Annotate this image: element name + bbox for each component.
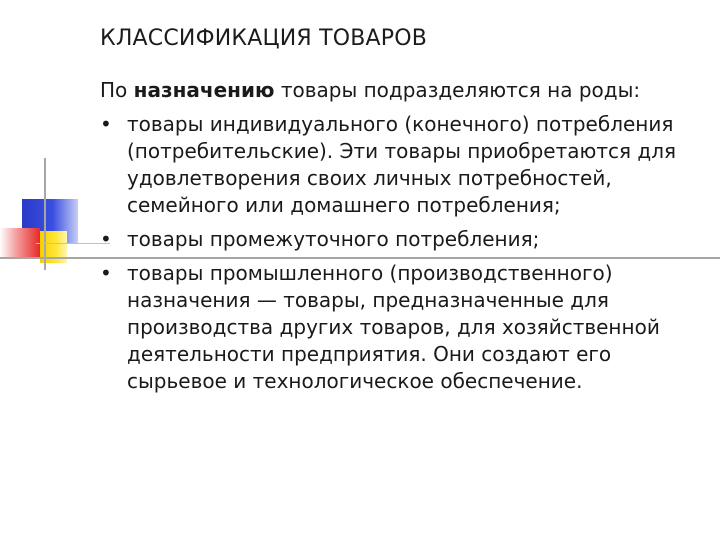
decorative-vertical-line bbox=[44, 158, 46, 270]
bullet-icon: • bbox=[100, 112, 112, 136]
bullet-icon: • bbox=[100, 261, 112, 285]
bullet-text: товары промежуточного потребления; bbox=[127, 227, 540, 251]
decorative-short-line bbox=[36, 243, 110, 244]
bullet-icon: • bbox=[100, 227, 112, 251]
intro-suffix: товары подразделяются на роды: bbox=[274, 78, 641, 102]
bullet-item bbox=[100, 226, 710, 253]
bullet-item bbox=[100, 260, 710, 395]
red-decorative-block bbox=[0, 228, 40, 258]
bullet-item bbox=[100, 111, 710, 219]
intro-line bbox=[100, 76, 640, 104]
intro-prefix: По bbox=[100, 78, 134, 102]
intro-emphasis: назначению bbox=[133, 78, 275, 102]
slide-title: КЛАССИФИКАЦИЯ ТОВАРОВ bbox=[100, 26, 428, 51]
bullet-text: товары индивидуального (конечного) потребления (потребительские). Эти товары приобретаются для удовлетворения своих личных потребностей, семейного или домашнего потребления; bbox=[127, 112, 677, 217]
bullet-text: товары промышленного (производственного) назначения — товары, предназначенные для производства других товаров, для хозяйственной деятельности предприятия. Они создают его сырьевое и технологическое обеспечение. bbox=[127, 261, 660, 393]
bullet-list bbox=[100, 111, 710, 395]
